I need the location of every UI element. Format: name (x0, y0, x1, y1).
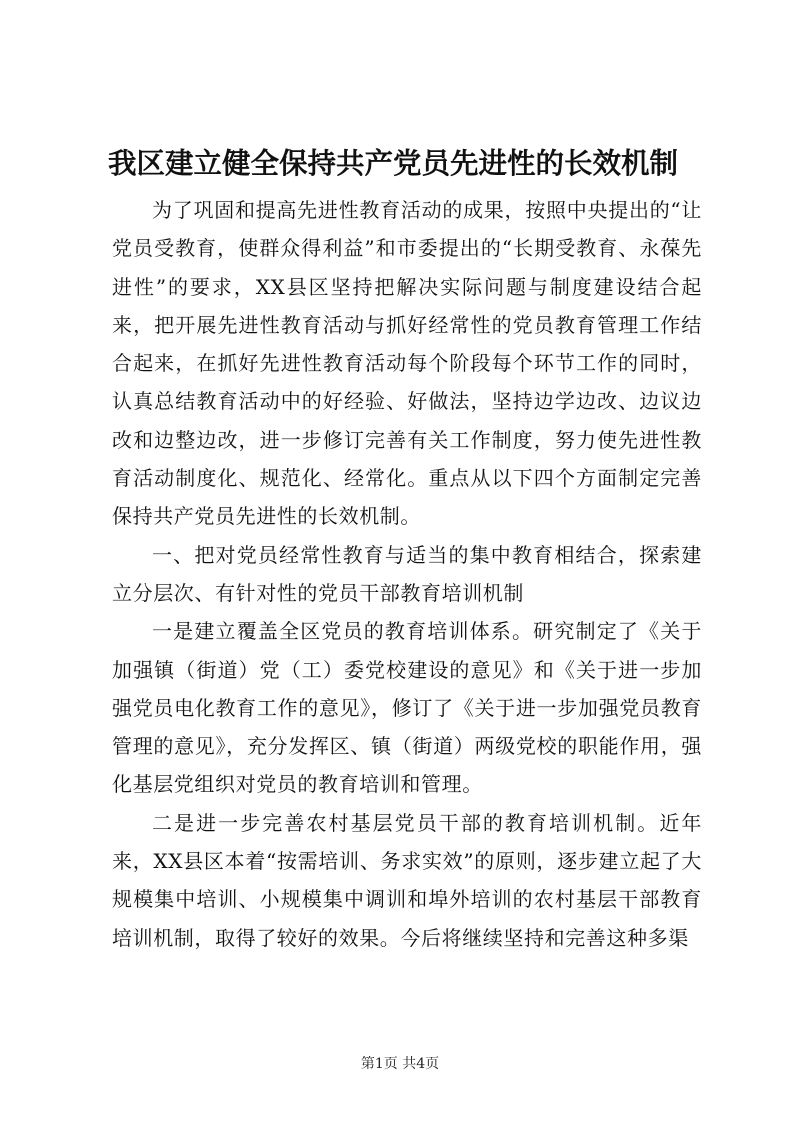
document-body (112, 191, 702, 957)
paragraph-section-heading: 一、把对党员经常性教育与适当的集中教育相结合，探索建立分层次、有针对性的党员干部教育培训机制 (112, 542, 702, 605)
paragraph-point-two: 二是进一步完善农村基层党员干部的教育培训机制。近年来，XX县区本着“按需培训、务求实效”的原则，逐步建立起了大规模集中培训、小规模集中调训和埠外培训的农村基层干部教育培训机制，取得了较好的效果。今后将继续坚持和完善这种多渠 (112, 810, 702, 950)
document-title: 我区建立健全保持共产党员先进性的长效机制 (108, 146, 679, 180)
paragraph-intro: 为了巩固和提高先进性教育活动的成果，按照中央提出的“让党员受教育，使群众得利益”和市委提出的“长期受教育、永葆先进性”的要求，XX县区坚持把解决实际问题与制度建设结合起来，把开展先进性教育活动与抓好经常性的党员教育管理工作结合起来，在抓好先进性教育活动每个阶段每个环节工作的同时，认真总结教育活动中的好经验、好做法，坚持边学边改、边议边改和边整边改，进一步修订完善有关工作制度，努力使先进性教育活动制度化、规范化、经常化。重点从以下四个方面制定完善保持共产党员先进性的长效机制。 (112, 198, 702, 529)
page-footer: 第1页 共4页 (360, 1056, 440, 1072)
paragraph-point-one: 一是建立覆盖全区党员的教育培训体系。研究制定了《关于加强镇（街道）党（工）委党校建设的意见》和《关于进一步加强党员电化教育工作的意见》，修订了《关于进一步加强党员教育管理的意见》，充分发挥区、镇（街道）两级党校的职能作用，强化基层党组织对党员的教育培训和管理。 (112, 619, 702, 797)
